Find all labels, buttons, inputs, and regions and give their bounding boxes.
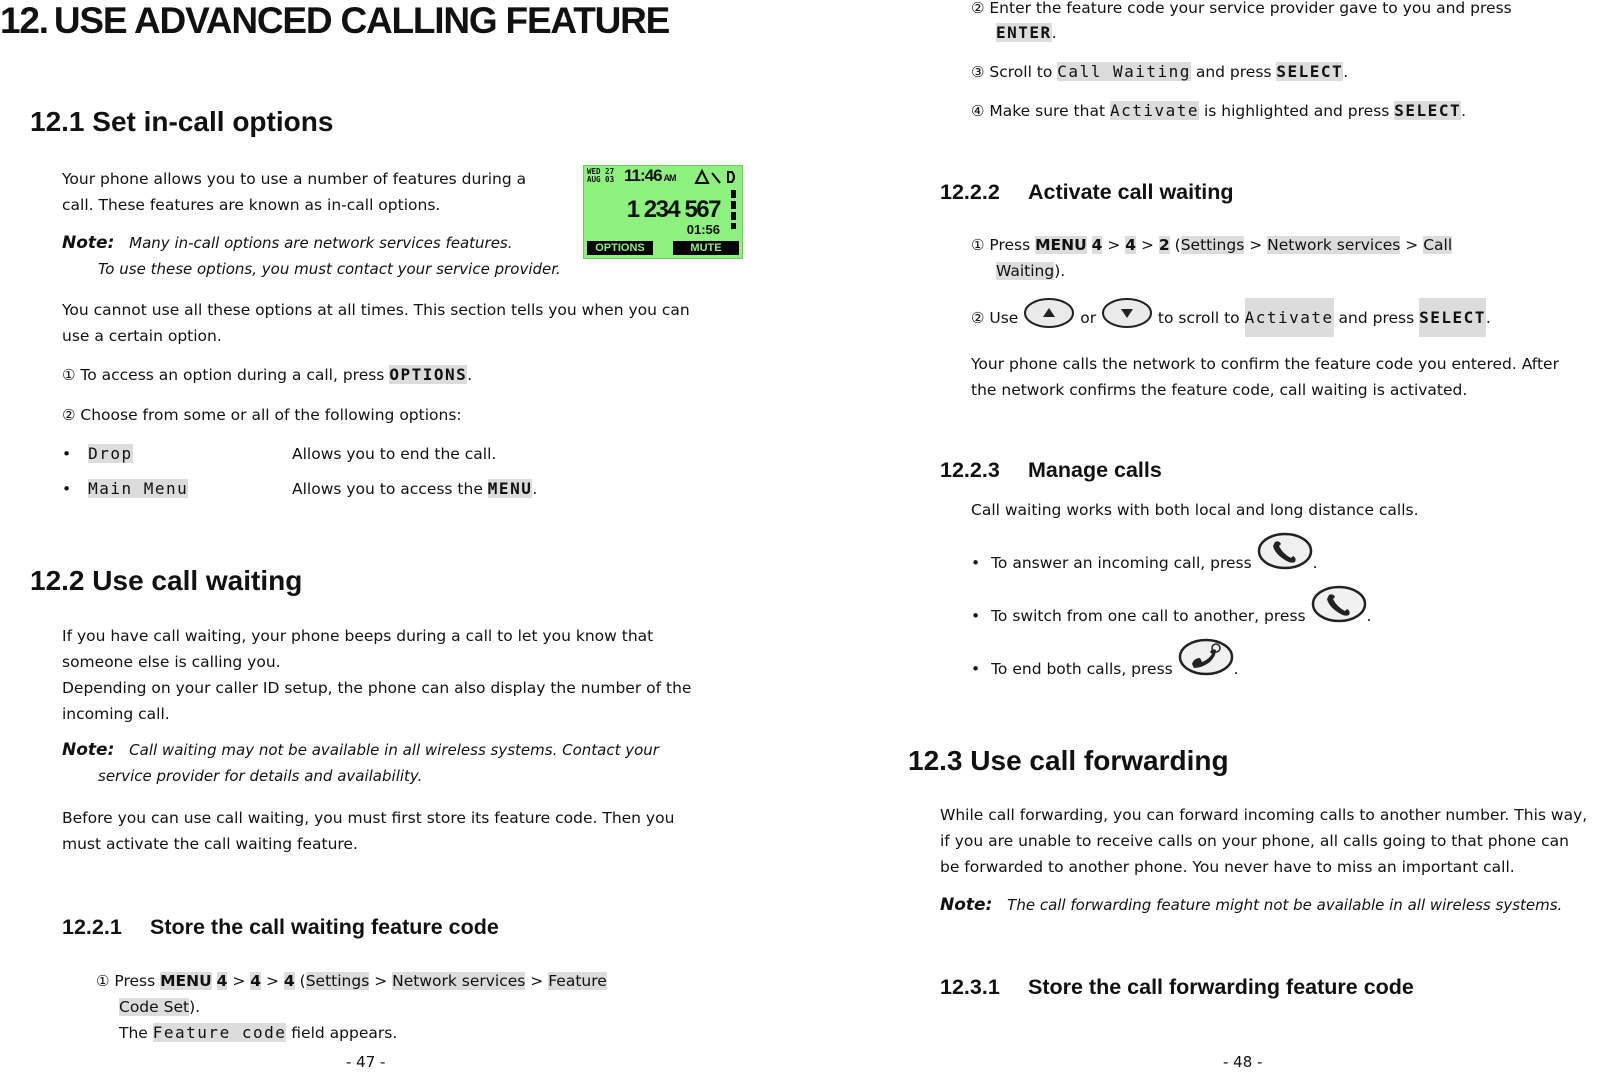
separator: > — [227, 972, 251, 990]
step-marker: ① — [971, 236, 985, 254]
subsection-number: 12.2.1 — [62, 915, 122, 939]
punctuation: . — [1461, 102, 1467, 120]
paragraph-line: While call forwarding, you can forward incoming calls to another number. This way, — [940, 806, 1588, 824]
bullet-text: To end both calls, press — [991, 660, 1178, 678]
key-label: 4 — [1091, 236, 1103, 254]
subsection-heading-12-2-1 — [62, 915, 499, 940]
paragraph-line: Depending on your caller ID setup, the phone can also display the number of the — [62, 679, 692, 697]
menu-item: Activate — [1245, 298, 1334, 337]
option-drop — [62, 441, 133, 467]
subsection-number: 12.2.2 — [940, 180, 1000, 204]
punctuation: . — [467, 366, 473, 384]
lcd-ampm: AM — [663, 173, 676, 183]
punctuation: ( — [1169, 236, 1181, 254]
page-number: - 47 - — [346, 1053, 386, 1071]
paragraph-line: Your phone calls the network to confirm the feature code you entered. After — [971, 355, 1559, 373]
paragraph-line: must activate the call waiting feature. — [62, 835, 358, 853]
key-label: SELECT — [1394, 101, 1462, 120]
step-text: Make sure that — [989, 102, 1110, 120]
separator: > — [1400, 236, 1424, 254]
menu-path-item: Waiting — [996, 262, 1055, 280]
key-label: 2 — [1158, 236, 1170, 254]
step-1 — [62, 362, 472, 388]
bullet-switch — [971, 583, 1371, 639]
lcd-date-bottom: AUG 03 — [587, 175, 615, 184]
bullet: • — [62, 445, 72, 463]
step-text: Scroll to — [989, 63, 1058, 81]
separator: > — [1102, 236, 1126, 254]
punctuation: . — [1366, 607, 1372, 625]
bullet: • — [971, 660, 981, 678]
key-label: SELECT — [1276, 62, 1344, 81]
note-12-1 — [62, 233, 513, 253]
step-3 — [971, 59, 1348, 85]
step-text: The — [119, 1024, 153, 1042]
lcd-status-icons — [694, 169, 740, 185]
send-call-key-icon — [1311, 583, 1367, 625]
menu-path-item: Network services — [1267, 236, 1401, 254]
softkey-label: MENU — [487, 479, 533, 498]
bullet-end — [971, 636, 1239, 692]
paragraph-line: call. These features are known as in-call options. — [62, 196, 441, 214]
option-main-menu — [62, 476, 188, 502]
step-marker: ② — [971, 0, 985, 17]
end-call-key-icon — [1178, 636, 1234, 678]
menu-item: Activate — [1109, 101, 1200, 120]
note-text: Many in-call options are network services features. — [129, 234, 513, 252]
paragraph-line: Your phone allows you to use a number of features during a — [62, 170, 527, 188]
step-marker: ④ — [971, 102, 985, 120]
menu-path-item: Settings — [1180, 236, 1245, 254]
menu-path-item: Settings — [305, 972, 370, 990]
step-text: Choose from some or all of the following options: — [80, 406, 462, 424]
bullet: • — [971, 607, 981, 625]
key-label: 4 — [1125, 236, 1137, 254]
option-name: Drop — [88, 444, 133, 463]
softkey-label: OPTIONS — [389, 365, 468, 384]
step-text: and press — [1333, 309, 1420, 327]
subsection-title: Store the call waiting feature code — [150, 915, 499, 939]
signal-bars-icon — [730, 188, 738, 238]
option-name: Main Menu — [88, 479, 189, 498]
punctuation: . — [1233, 660, 1239, 678]
section-heading-12-3: 12.3 Use call forwarding — [908, 745, 1229, 776]
page-number: - 48 - — [1223, 1053, 1263, 1071]
key-label: SELECT — [1419, 298, 1486, 337]
separator: > — [525, 972, 549, 990]
down-arrow-key-icon — [1101, 297, 1153, 329]
note-12-2 — [62, 740, 659, 760]
up-arrow-key-icon — [1023, 297, 1075, 329]
step-marker: ② — [62, 406, 76, 424]
key-label: 4 — [250, 972, 262, 990]
chapter-number: 12. — [0, 0, 48, 41]
paragraph-line: someone else is calling you. — [62, 653, 281, 671]
step-4 — [971, 98, 1466, 124]
punctuation: . — [1312, 554, 1318, 572]
lcd-time: 11:46 — [624, 166, 662, 185]
bullet-answer — [971, 530, 1318, 586]
paragraph-line: incoming call. — [62, 705, 170, 723]
note-label: Note: — [62, 740, 115, 760]
section-heading-12-1: 12.1 Set in-call options — [30, 106, 334, 137]
paragraph-line: Before you can use call waiting, you must first store its feature code. Then you — [62, 809, 675, 827]
step-text: and press — [1190, 63, 1277, 81]
lcd-date-top: WED 27 — [587, 167, 615, 176]
menu-path-item: Feature — [548, 972, 607, 990]
lcd-number: 1 234 567 — [626, 196, 720, 223]
menu-path-item: Call — [1423, 236, 1453, 254]
step-marker: ① — [96, 972, 110, 990]
paragraph-line: Call waiting works with both local and long distance calls. — [971, 501, 1419, 519]
paragraph-line: be forwarded to another phone. You never have to miss an important call. — [940, 858, 1515, 876]
chapter-title: USE ADVANCED CALLING FEATURE — [53, 0, 670, 41]
punctuation: ). — [189, 998, 201, 1016]
step-text: is highlighted and press — [1199, 102, 1395, 120]
paragraph-line: if you are unable to receive calls on your phone, all calls going to that phone can — [940, 832, 1569, 850]
chapter-heading — [0, 0, 669, 42]
subsection-heading-12-2-2 — [940, 180, 1234, 205]
paragraph-line: the network confirms the feature code, call waiting is activated. — [971, 381, 1468, 399]
note-text: service provider for details and availability. — [98, 767, 423, 785]
punctuation: . — [1343, 63, 1349, 81]
note-label: Note: — [62, 233, 115, 253]
separator: > — [261, 972, 284, 990]
punctuation: . — [1485, 309, 1491, 327]
send-call-key-icon — [1257, 530, 1313, 572]
step-2 — [971, 296, 1491, 340]
step-text: Press — [989, 236, 1036, 254]
note-text: To use these options, you must contact your service provider. — [98, 260, 561, 278]
step-text: Press — [114, 972, 161, 990]
step-text: or — [1075, 309, 1101, 327]
bullet-text: To switch from one call to another, press — [991, 607, 1311, 625]
paragraph-line: If you have call waiting, your phone beeps during a call to let you know that — [62, 627, 654, 645]
note-12-3 — [940, 895, 1562, 915]
step-marker: ③ — [971, 63, 985, 81]
step-text: to scroll to — [1153, 309, 1245, 327]
option-desc-text: Allows you to access the — [292, 480, 488, 498]
menu-item: Call Waiting — [1057, 62, 1191, 81]
subsection-number: 12.2.3 — [940, 458, 1000, 482]
lcd-timer: 01:56 — [686, 222, 720, 237]
step-2-continued — [996, 20, 1057, 46]
separator: > — [369, 972, 393, 990]
step-1-result — [119, 1020, 397, 1046]
punctuation: ( — [294, 972, 306, 990]
menu-path-item: Network services — [392, 972, 526, 990]
note-text: The call forwarding feature might not be available in all wireless systems. — [1007, 896, 1563, 914]
step-2 — [971, 0, 1512, 21]
key-label: 4 — [283, 972, 295, 990]
subsection-heading-12-2-3 — [940, 458, 1162, 483]
menu-path-item: Code Set — [119, 998, 190, 1016]
lcd-softkey-right: MUTE — [673, 241, 739, 255]
note-text: Call waiting may not be available in all wireless systems. Contact your — [129, 741, 659, 759]
punctuation: ). — [1054, 262, 1066, 280]
step-text: Use — [989, 309, 1024, 327]
step-1-continued — [996, 258, 1065, 284]
option-desc: Allows you to end the call. — [292, 445, 497, 463]
section-heading-12-2: 12.2 Use call waiting — [30, 565, 303, 596]
bullet-text: To answer an incoming call, press — [991, 554, 1257, 572]
option-desc — [292, 476, 537, 502]
note-label: Note: — [940, 895, 993, 915]
bullet: • — [62, 480, 72, 498]
step-text: Enter the feature code your service provider gave to you and press — [989, 0, 1512, 17]
step-text: To access an option during a call, press — [80, 366, 390, 384]
bullet: • — [971, 554, 981, 572]
subsection-title: Activate call waiting — [1028, 180, 1234, 204]
subsection-number: 12.3.1 — [940, 975, 1000, 999]
subsection-title: Manage calls — [1028, 458, 1162, 482]
step-1-continued — [119, 994, 200, 1020]
punctuation: . — [1051, 24, 1057, 42]
lcd-softkey-left: OPTIONS — [587, 241, 653, 255]
phone-display-image — [583, 165, 743, 259]
key-label: MENU — [160, 972, 212, 990]
paragraph-line: You cannot use all these options at all times. This section tells you when you can — [62, 301, 690, 319]
key-label: ENTER — [996, 23, 1052, 42]
paragraph-line: use a certain option. — [62, 327, 222, 345]
step-1 — [971, 232, 1452, 258]
step-1 — [96, 968, 607, 994]
step-2 — [62, 402, 462, 428]
key-label: MENU — [1035, 236, 1087, 254]
step-marker: ② — [971, 309, 985, 327]
key-label: 4 — [216, 972, 228, 990]
separator: > — [1244, 236, 1268, 254]
field-name: Feature code — [152, 1023, 287, 1042]
subsection-title: Store the call forwarding feature code — [1028, 975, 1414, 999]
separator: > — [1136, 236, 1159, 254]
punctuation: . — [532, 480, 538, 498]
step-marker: ① — [62, 366, 76, 384]
subsection-heading-12-3-1 — [940, 975, 1414, 1000]
step-text: field appears. — [286, 1024, 398, 1042]
